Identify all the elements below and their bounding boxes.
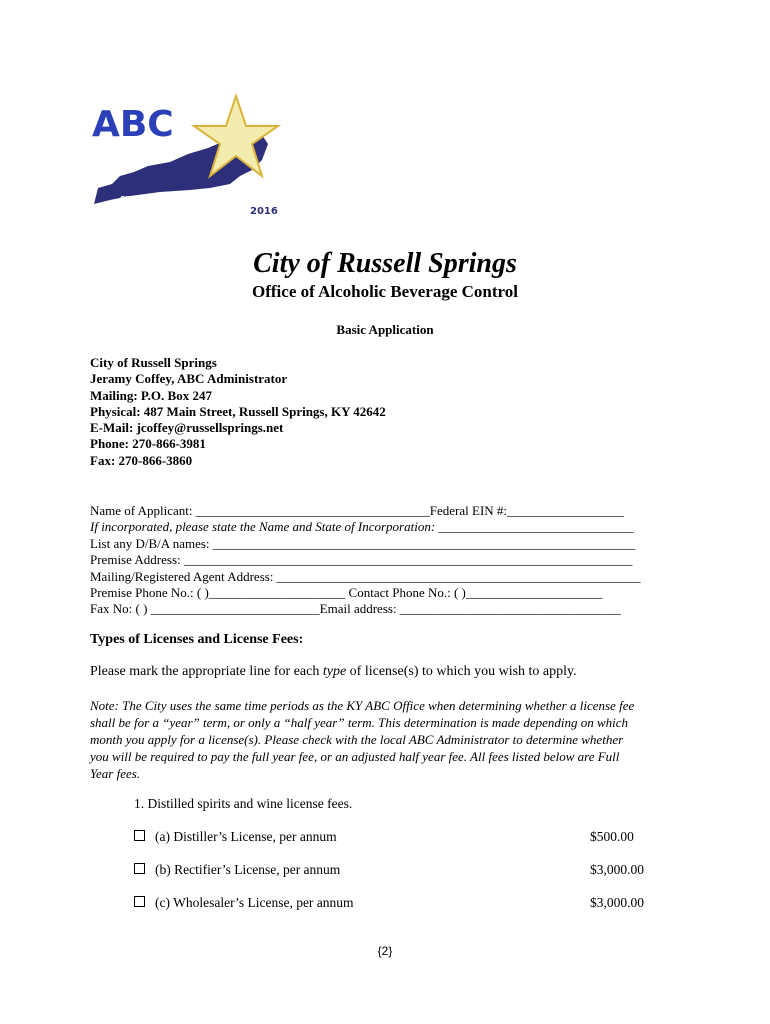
incorporation-field[interactable]: If incorporated, please state the Name and State of Incorporation: ______________________________ [90, 519, 634, 534]
license-label: (b) Rectifier’s License, per annum [155, 862, 341, 877]
license-label: (a) Distiller’s License, per annum [155, 829, 337, 844]
contact-fax: Fax: 270-866-3860 [90, 452, 193, 468]
fax-email-field[interactable]: Fax No: ( ) __________________________Email address: __________________________________ [90, 601, 621, 616]
note-line: you will be required to pay the full year fee, or an adjusted half year fee. All fees listed below are Full [90, 749, 620, 764]
page-number: {2} [377, 944, 393, 958]
page-title: City of Russell Springs [253, 248, 517, 279]
logo-year-text: 2016 [250, 206, 278, 216]
contact-block [90, 355, 386, 469]
note-line: Year fees. [90, 766, 141, 781]
contact-physical: Physical: 487 Main Street, Russell Springs, KY 42642 [90, 403, 386, 419]
premise-address-field[interactable]: Premise Address: _____________________________________________________________________ [90, 552, 633, 567]
mailing-agent-field[interactable]: Mailing/Registered Agent Address: ________________________________________________________ [90, 569, 641, 584]
contact-administrator: Jeramy Coffey, ABC Administrator [90, 371, 288, 387]
section-distilled-spirits: 1. Distilled spirits and wine license fees. [134, 796, 353, 811]
license-fee: $3,000.00 [590, 862, 644, 877]
license-label: (c) Wholesaler’s License, per annum [155, 895, 354, 910]
instruction-emphasis: type [322, 664, 347, 679]
note-line: shall be for a “year” term, or only a “half year” term. This determination is made depending on which [90, 715, 629, 730]
note-line: month you apply for a license(s). Please check with the local ABC Administrator to determine whether [90, 732, 624, 747]
note-line: Note: The City uses the same time periods as the KY ABC Office when determining whether a license fee [90, 698, 635, 713]
instruction-pre: Please mark the appropriate line for each [90, 664, 323, 679]
contact-city: City of Russell Springs [90, 355, 217, 370]
license-item [134, 862, 664, 878]
logo-abc-text: ABC [92, 104, 174, 145]
contact-email: E-Mail: jcoffey@russellsprings.net [90, 420, 284, 436]
logo-banner-text: CITY OF RUSSELL SPRINGS [120, 195, 225, 203]
applicant-name-field[interactable]: Name of Applicant: ____________________________________Federal EIN #:__________________ [90, 503, 625, 518]
contact-mailing: Mailing: P.O. Box 247 [90, 387, 212, 403]
dba-field[interactable]: List any D/B/A names: _________________________________________________________________ [90, 536, 636, 551]
license-fee: $500.00 [590, 829, 634, 844]
page-subtitle: Office of Alcoholic Beverage Control [252, 282, 518, 301]
checkbox[interactable] [134, 896, 145, 907]
contact-phone: Phone: 270-866-3981 [90, 436, 206, 452]
license-item [134, 829, 664, 845]
abc-logo-graphic [90, 92, 286, 216]
license-fee: $3,000.00 [590, 895, 644, 910]
phone-field[interactable]: Premise Phone No.: ( )_____________________ Contact Phone No.: ( )_____________________ [90, 585, 603, 600]
abc-logo [90, 92, 286, 216]
license-item [134, 895, 664, 911]
licenses-heading: Types of Licenses and License Fees: [90, 632, 304, 647]
form-name: Basic Application [336, 322, 434, 337]
licenses-instruction [90, 664, 577, 680]
fee-note [90, 697, 670, 782]
instruction-post: of license(s) to which you wish to apply. [346, 664, 577, 679]
checkbox[interactable] [134, 863, 145, 874]
checkbox[interactable] [134, 830, 145, 841]
